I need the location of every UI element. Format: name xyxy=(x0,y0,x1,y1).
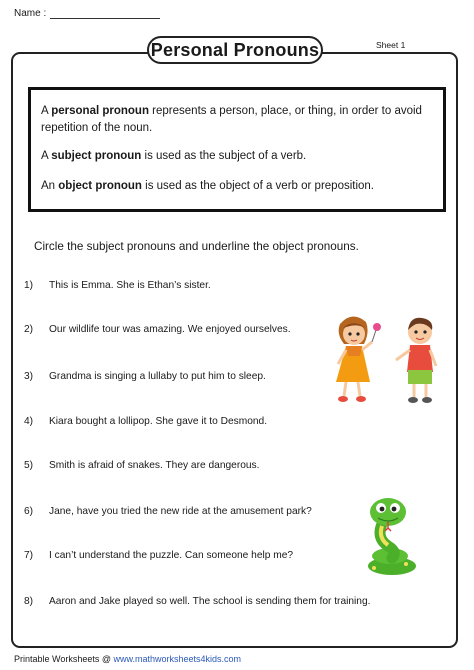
question-6[interactable]: 6) Jane, have you tried the new ride at the amusement park? xyxy=(24,506,312,517)
instructions: Circle the subject pronouns and underline the object pronouns. xyxy=(34,240,359,253)
footer-url-link[interactable]: www.mathworksheets4kids.com xyxy=(113,654,242,664)
footer xyxy=(14,654,241,664)
definition-object-pronoun: An object pronoun is used as the object of a verb or preposition. xyxy=(41,180,375,192)
term-subject-pronoun: subject pronoun xyxy=(51,150,142,162)
page-title: Personal Pronouns xyxy=(150,39,320,60)
name-field xyxy=(14,8,160,19)
boy-figure xyxy=(396,318,436,403)
girl-and-boy-illustration xyxy=(330,314,448,408)
question-7[interactable]: 7) I can’t understand the puzzle. Can someone help me? xyxy=(24,550,294,561)
definition-personal-pronoun: A personal pronoun represents a person, place, or thing, in order to avoid repetition of the noun. xyxy=(41,105,422,134)
term-object-pronoun: object pronoun xyxy=(58,180,142,192)
sheet-label: Sheet 1 xyxy=(376,40,406,50)
definition-subject-pronoun: A subject pronoun is used as the subject of a verb. xyxy=(41,150,307,162)
question-8[interactable]: 8) Aaron and Jake played so well. The school is sending them for training. xyxy=(24,596,371,607)
green-snake-illustration xyxy=(362,496,420,578)
title-banner xyxy=(147,36,323,64)
name-blank-line[interactable] xyxy=(50,9,160,19)
term-personal-pronoun: personal pronoun xyxy=(51,105,149,117)
question-2[interactable]: 2) Our wildlife tour was amazing. We enjoyed ourselves. xyxy=(24,324,291,335)
question-3[interactable]: 3) Grandma is singing a lullaby to put him to sleep. xyxy=(24,371,266,382)
girl-figure xyxy=(336,316,381,402)
name-label: Name : xyxy=(14,8,47,19)
question-4[interactable]: 4) Kiara bought a lollipop. She gave it to Desmond. xyxy=(24,416,268,427)
footer-label: Printable Worksheets @ xyxy=(14,654,114,664)
definitions-box xyxy=(28,87,446,212)
question-5[interactable]: 5) Smith is afraid of snakes. They are dangerous. xyxy=(24,460,260,471)
question-1[interactable]: 1) This is Emma. She is Ethan’s sister. xyxy=(24,280,211,291)
